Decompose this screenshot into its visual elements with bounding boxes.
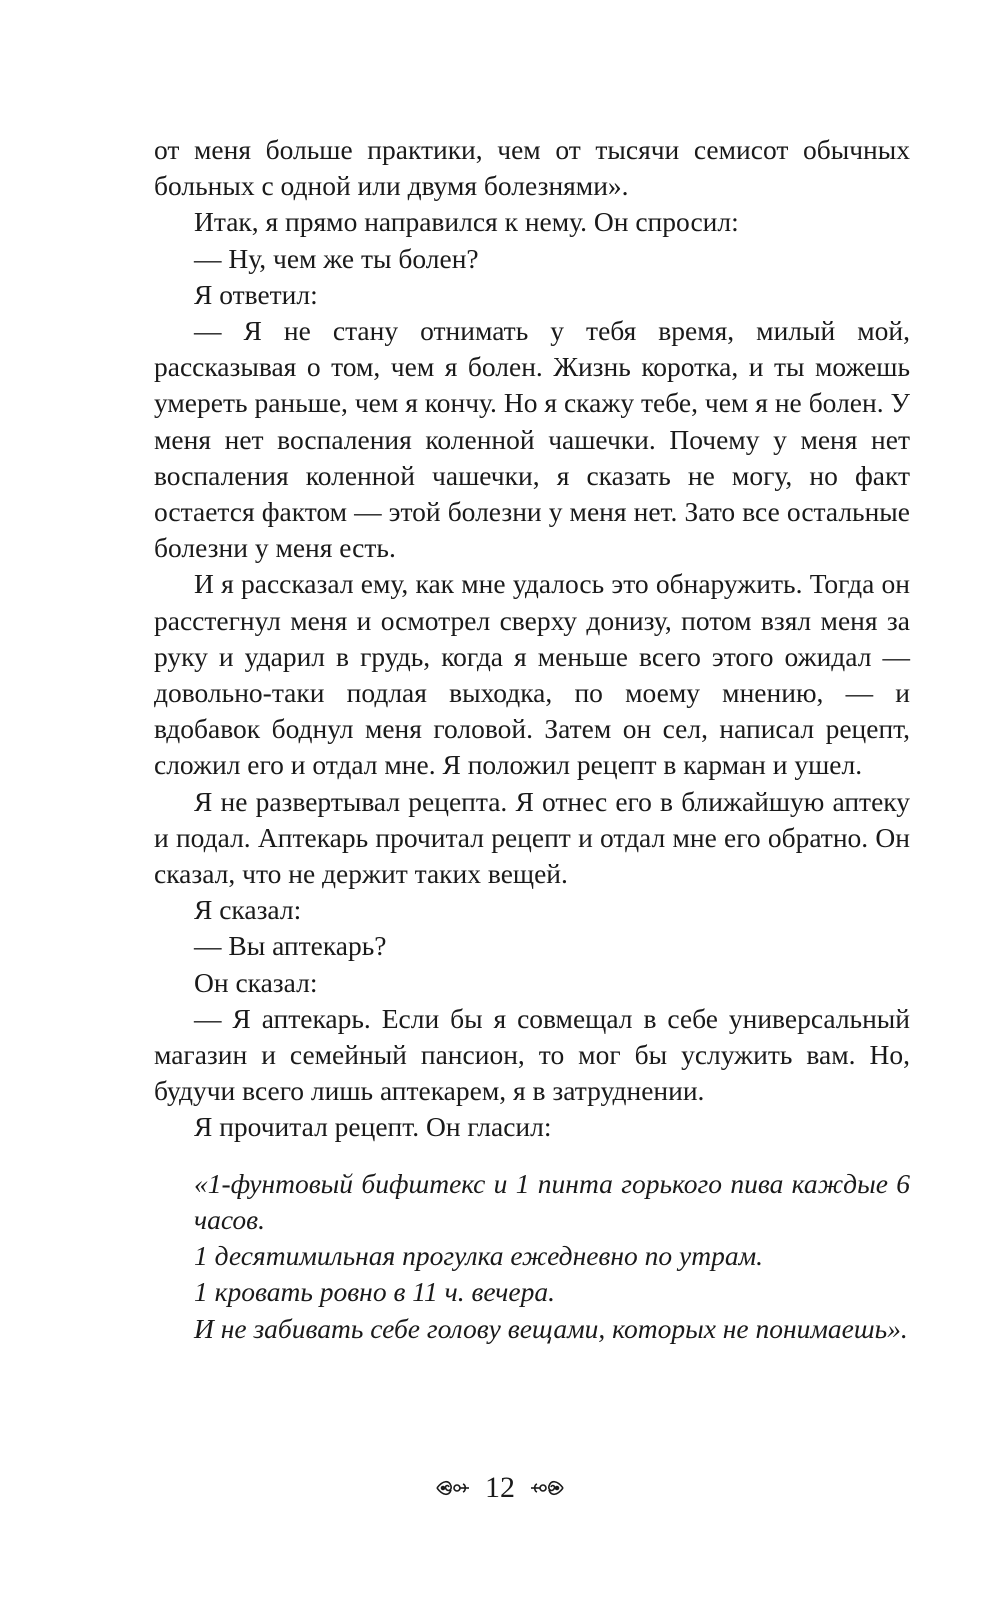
- paragraph-1: от меня больше практики, чем от тысячи семисот обычных больных с одной или двумя болезнями».: [154, 134, 910, 202]
- paragraph-2: Итак, я прямо направился к нему. Он спросил:: [194, 206, 739, 238]
- paragraph-11: — Я аптекарь. Если бы я совмещал в себе универсальный магазин и семейный пансион, то мог бы услужить вам. Но, будучи всего лишь аптекарем, я в затруднении.: [154, 1002, 910, 1107]
- prescription-line-4: И не забивать себе голову вещами, которых не понимаешь».: [194, 1312, 908, 1344]
- page-footer: [0, 1468, 1000, 1508]
- paragraph-5: — Я не стану отнимать у тебя время, милый мой, рассказывая о том, чем я болен. Жизнь коротка, и ты можешь умереть раньше, чем я кончу. Но я скажу тебе, чем я не болен. У меня нет воспаления коленной чашечки. Почему у меня нет воспаления коленной чашечки, я сказать не могу, но факт остается фактом — этой болезни у меня нет. Зато все остальные болезни у меня есть.: [154, 315, 910, 564]
- paragraph-7: Я не развертывал рецепта. Я отнес его в ближайшую аптеку и подал. Аптекарь прочитал рецепт и отдал мне его обратно. Он сказал, что не держит таких вещей.: [154, 785, 910, 890]
- paragraph-10: Он сказал:: [194, 966, 318, 998]
- paragraph-9: — Вы аптекарь?: [194, 930, 387, 962]
- paragraph-3: — Ну, чем же ты болен?: [194, 242, 479, 274]
- prescription-line-2: 1 десятимильная прогулка ежедневно по утрам.: [194, 1240, 764, 1272]
- paragraph-8: Я сказал:: [194, 894, 302, 926]
- prescription-line-3: 1 кровать ровно в 11 ч. вечера.: [194, 1276, 555, 1308]
- prescription-block: [154, 1166, 910, 1347]
- page-body: [154, 132, 910, 1347]
- page-number: 12: [485, 1471, 515, 1504]
- paragraph-12: Я прочитал рецепт. Он гласил:: [194, 1111, 552, 1143]
- prescription-line-1: «1-фунтовый бифштекс и 1 пинта горького пива каждые 6 часов.: [194, 1167, 910, 1235]
- paragraph-6: И я рассказал ему, как мне удалось это обнаружить. Тогда он расстегнул меня и осмотрел сверху донизу, потом взял меня за руку и ударил в грудь, когда я меньше всего этого ожидал — довольно-таки подлая выходка, по моему мнению, — и вдобавок боднул меня головой. Затем он сел, написал рецепт, сложил его и отдал мне. Я положил рецепт в карман и ушел.: [154, 568, 910, 781]
- ornament-right-icon: [529, 1476, 565, 1500]
- ornament-left-icon: [435, 1476, 471, 1500]
- paragraph-4: Я ответил:: [194, 278, 318, 310]
